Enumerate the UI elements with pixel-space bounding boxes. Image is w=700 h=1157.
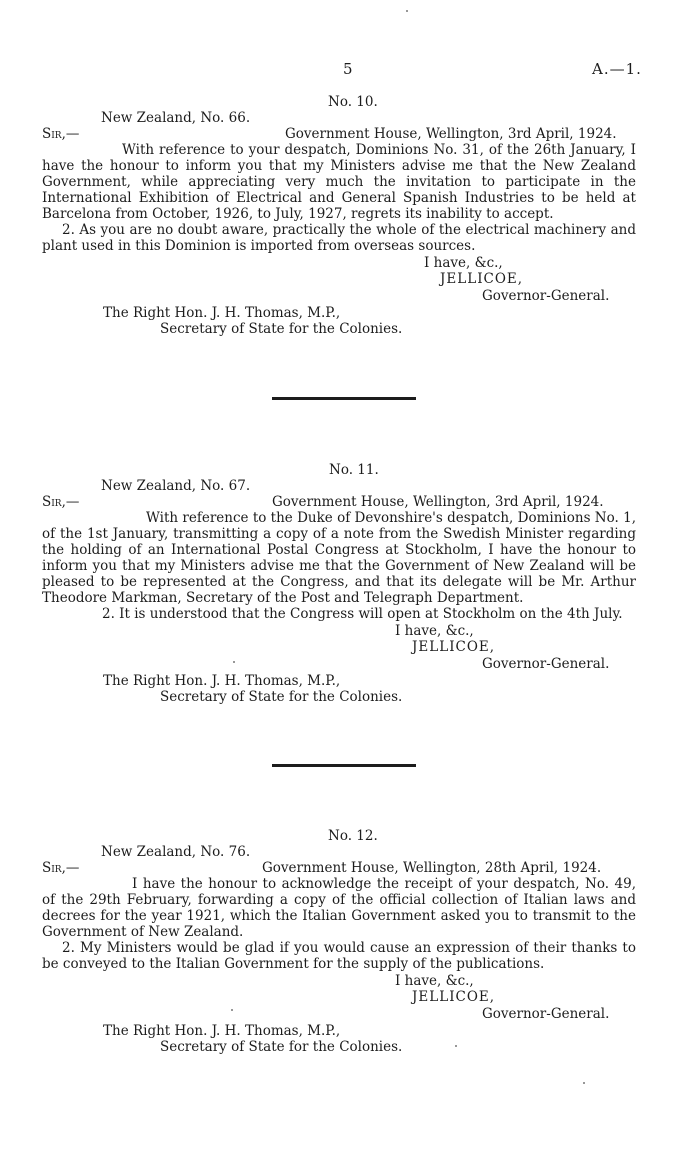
salutation: Sir,— (42, 494, 80, 510)
dispatch-series: New Zealand, No. 76. (101, 844, 251, 860)
closing: I have, &c., (395, 623, 474, 639)
place-date: Government House, Wellington, 28th April, 1924. (262, 860, 602, 876)
closing: I have, &c., (424, 255, 503, 271)
signature-title: Governor-General. (482, 288, 610, 304)
addressee: The Right Hon. J. H. Thomas, M.P., (103, 1023, 341, 1039)
paragraph: 2. It is understood that the Congress will open at Stockholm on the 4th July. (102, 606, 623, 622)
scan-speck (583, 1082, 585, 1084)
dispatch-series: New Zealand, No. 67. (101, 478, 251, 494)
signature-title: Governor-General. (482, 1006, 610, 1022)
paragraph: I have the honour to acknowledge the receipt of your despatch, No. 49, of the 29th February, forwarding a copy of the official collection of Italian laws and decrees for the year 1921, which the Italian Government asked you to transmit to the Government of New Zealand. (42, 876, 636, 940)
paragraph: 2. As you are no doubt aware, practically the whole of the electrical machinery and plant used in this Dominion is imported from overseas sources. (42, 222, 636, 254)
addressee-title: Secretary of State for the Colonies. (160, 689, 403, 705)
section-divider (272, 397, 416, 400)
addressee-title: Secretary of State for the Colonies. (160, 1039, 403, 1055)
paragraph: With reference to your despatch, Dominions No. 31, of the 26th January, I have the honour to inform you that my Ministers advise me that the New Zealand Government, while appreciating very much the invitation to participate in the International Exhibition of Electrical and General Spanish Industries to be held at Barcelona from October, 1926, to July, 1927, regrets its inability to accept. (42, 142, 636, 222)
salutation: Sir,— (42, 126, 80, 142)
scan-speck (231, 1009, 233, 1011)
signature-title: Governor-General. (482, 656, 610, 672)
scan-speck (233, 661, 235, 663)
dispatch-series: New Zealand, No. 66. (101, 110, 251, 126)
addressee-title: Secretary of State for the Colonies. (160, 321, 403, 337)
scan-speck (406, 10, 408, 12)
place-date: Government House, Wellington, 3rd April, 1924. (285, 126, 617, 142)
closing: I have, &c., (395, 973, 474, 989)
signature: JELLICOE, (412, 639, 496, 655)
signature: JELLICOE, (440, 271, 524, 287)
paragraph: With reference to the Duke of Devonshire's despatch, Dominions No. 1, of the 1st January, transmitting a copy of a note from the Swedish Minister regarding the holding of an International Postal Congress at Stockholm, I have the honour to inform you that my Ministers advise me that the Government of New Zealand will be pleased to be represented at the Congress, and that its delegate will be Mr. Arthur Theodore Markman, Secretary of the Post and Telegraph Department. (42, 510, 636, 606)
scan-speck (455, 1045, 457, 1047)
page-reference: A.—1. (592, 60, 642, 78)
page-number: 5 (343, 60, 353, 78)
section-divider (272, 764, 416, 767)
place-date: Government House, Wellington, 3rd April, 1924. (272, 494, 604, 510)
salutation: Sir,— (42, 860, 80, 876)
dispatch-number: No. 11. (329, 462, 379, 478)
addressee: The Right Hon. J. H. Thomas, M.P., (103, 305, 341, 321)
dispatch-number: No. 10. (328, 94, 378, 110)
addressee: The Right Hon. J. H. Thomas, M.P., (103, 673, 341, 689)
dispatch-number: No. 12. (328, 828, 378, 844)
paragraph: 2. My Ministers would be glad if you would cause an expression of their thanks to be conveyed to the Italian Government for the supply of the publications. (42, 940, 636, 972)
signature: JELLICOE, (412, 989, 496, 1005)
